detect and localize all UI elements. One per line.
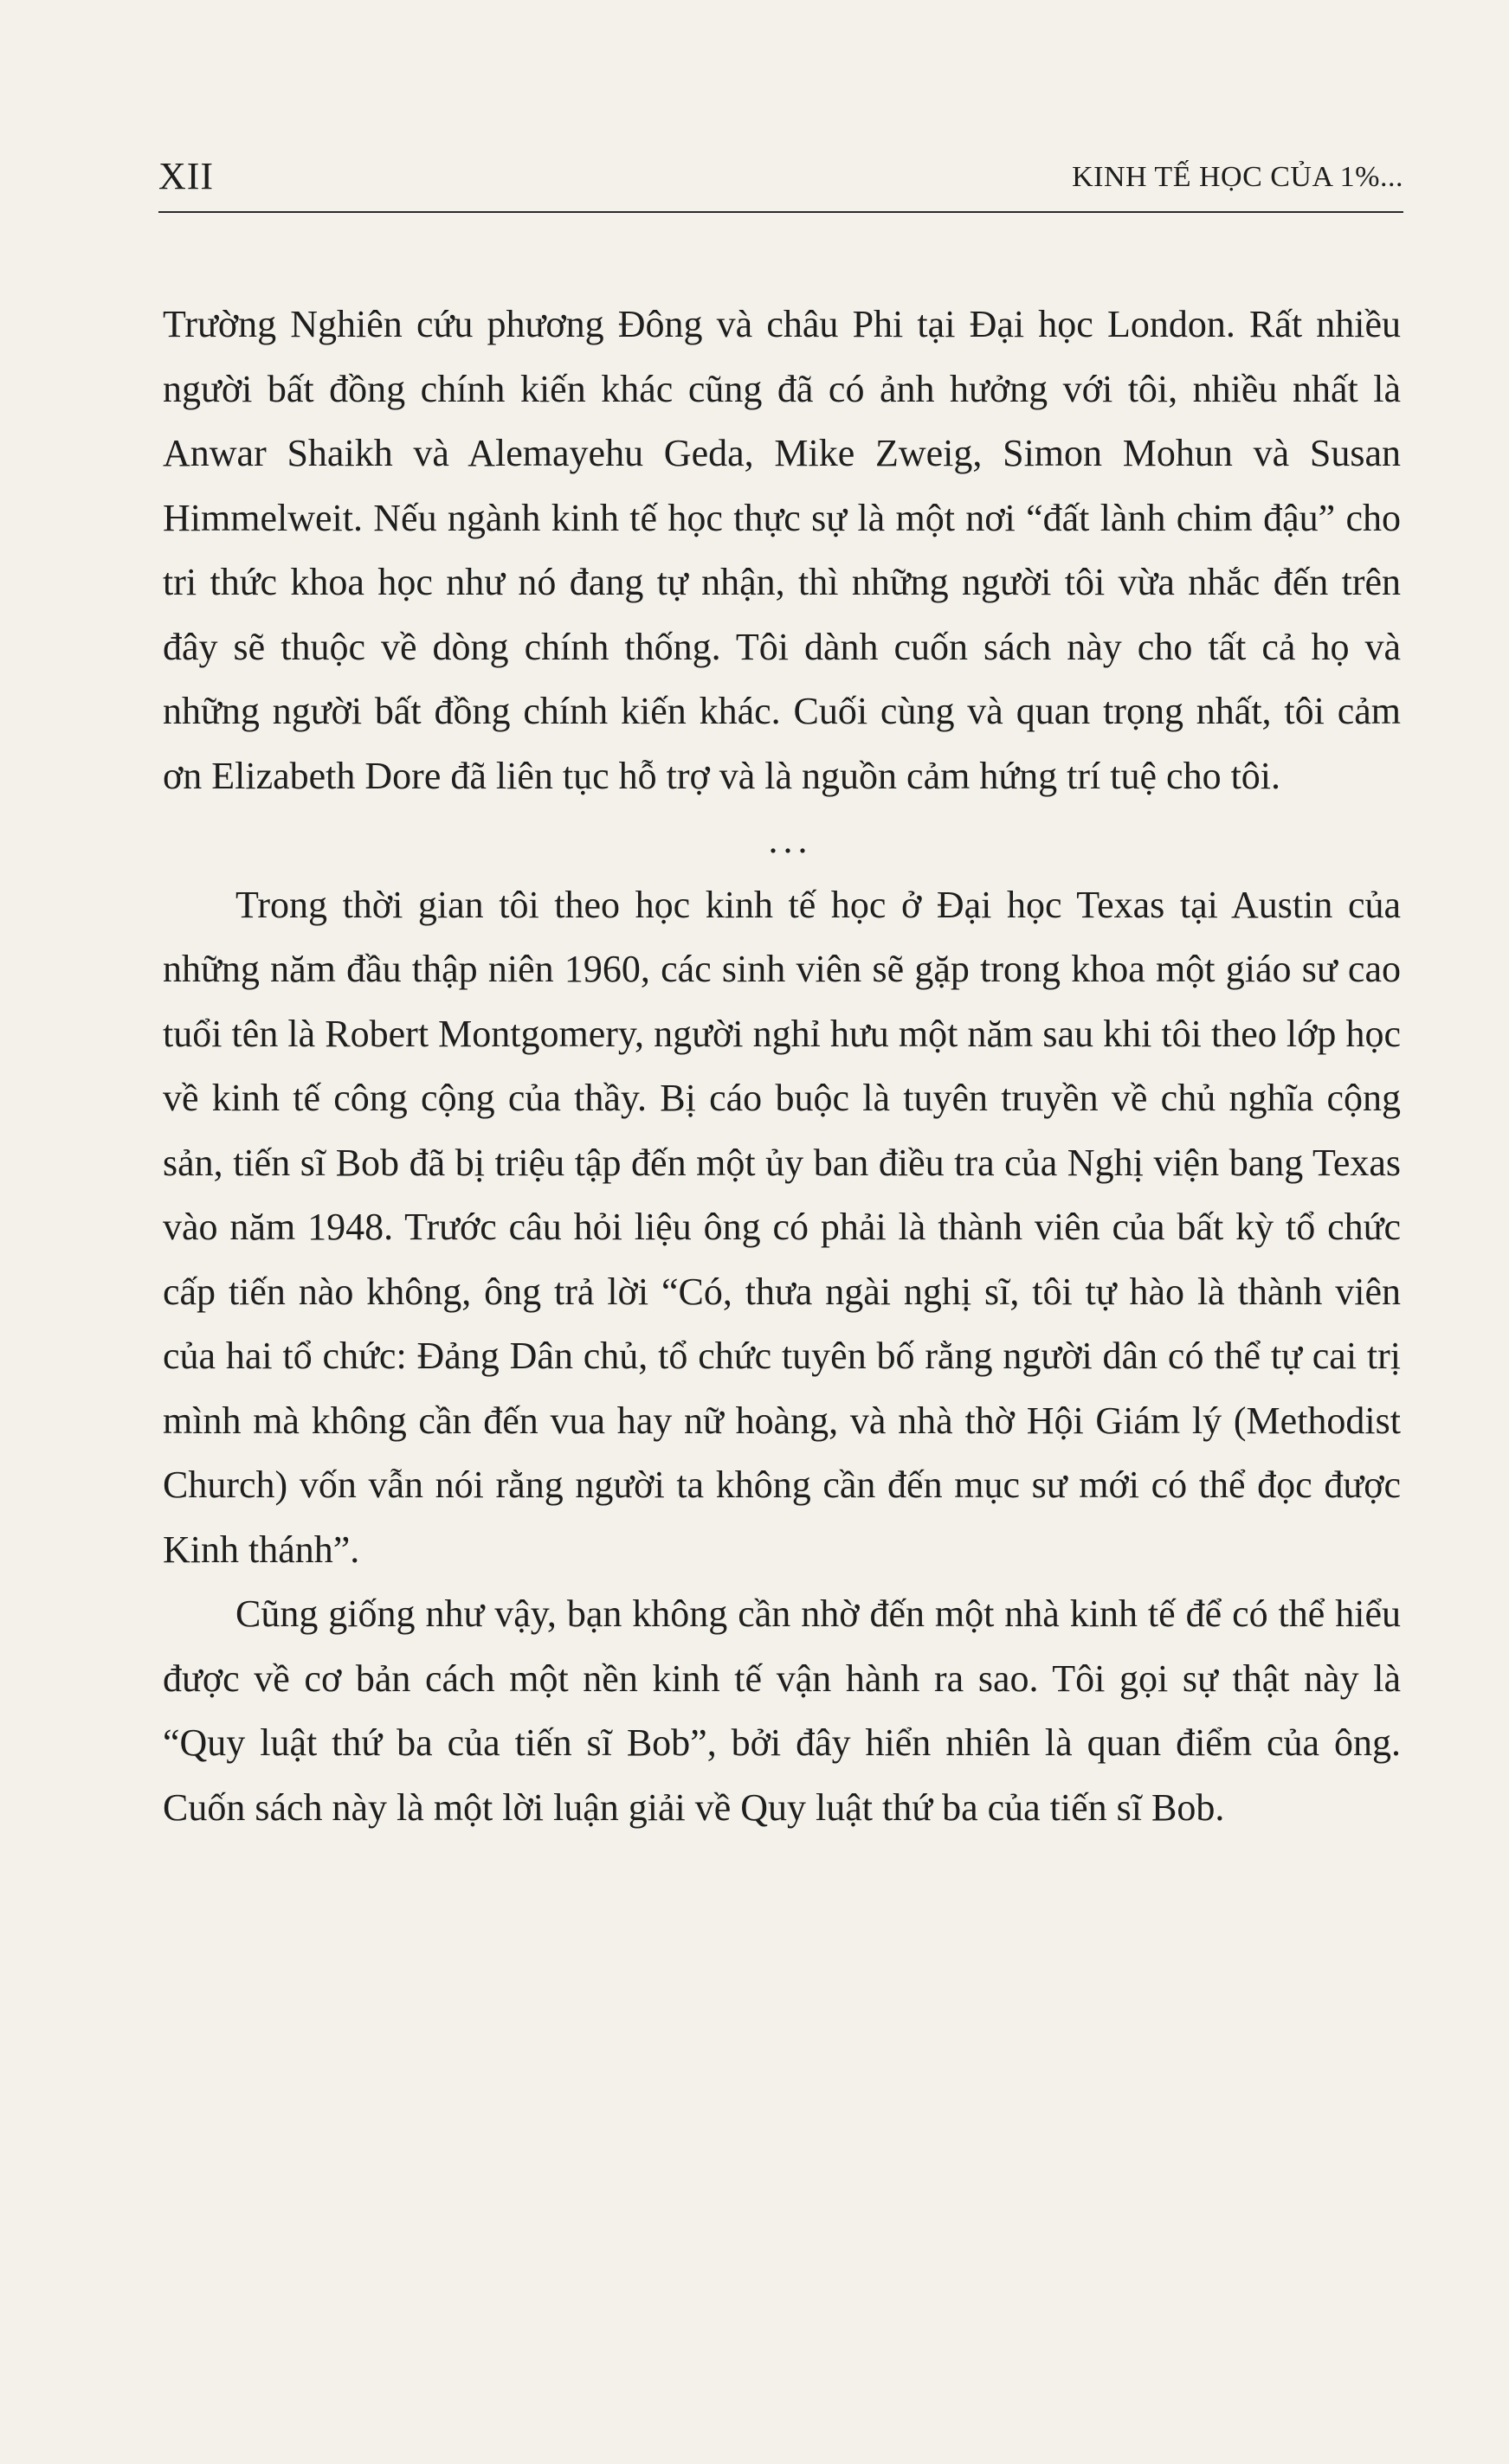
section-separator: ...: [768, 819, 813, 861]
header-rule: [158, 211, 1403, 213]
paragraph-2: Trong thời gian tôi theo học kinh tế học ở Đại học Texas tại Austin của những năm đầu thập niên 1960, các sinh viên sẽ gặp trong khoa một giáo sư cao tuổi tên là Robert Montgomery, người nghỉ hưu một năm sau khi tôi theo lớp học về kinh tế công cộng của thầy. Bị cáo buộc là tuyên truyền về chủ nghĩa cộng sản, tiến sĩ Bob đã bị triệu tập đến một ủy ban điều tra của Nghị viện bang Texas vào năm 1948. Trước câu hỏi liệu ông có phải là thành viên của bất kỳ tổ chức cấp tiến nào không, ông trả lời “Có, thưa ngài nghị sĩ, tôi tự hào là thành viên của hai tổ chức: Đảng Dân chủ, tổ chức tuyên bố rằng người dân có thể tự cai trị mình mà không cần đến vua hay nữ hoàng, và nhà thờ Hội Giám lý (Methodist Church) vốn vẫn nói rằng người ta không cần đến mục sư mới có thể đọc được Kinh thánh”.: [163, 883, 1401, 1571]
paragraph-continued: Trường Nghiên cứu phương Đông và châu Phi tại Đại học London. Rất nhiều người bất đồng chính kiến khác cũng đã có ảnh hưởng với tôi, nhiều nhất là Anwar Shaikh và Alemayehu Geda, Mike Zweig, Simon Mohun và Susan Himmelweit. Nếu ngành kinh tế học thực sự là một nơi “đất lành chim đậu” cho tri thức khoa học như nó đang tự nhận, thì những người tôi vừa nhắc đến trên đây sẽ thuộc về dòng chính thống. Tôi dành cuốn sách này cho tất cả họ và những người bất đồng chính kiến khác. Cuối cùng và quan trọng nhất, tôi cảm ơn Elizabeth Dore đã liên tục hỗ trợ và là nguồn cảm hứng trí tuệ cho tôi.: [163, 303, 1401, 797]
page-number: XII: [158, 155, 215, 197]
paragraph-3: Cũng giống như vậy, bạn không cần nhờ đến một nhà kinh tế để có thể hiểu được về cơ bản cách một nền kinh tế vận hành ra sao. Tôi gọi sự thật này là “Quy luật thứ ba của tiến sĩ Bob”, bởi đây hiển nhiên là quan điểm của ông. Cuốn sách này là một lời luận giải về Quy luật thứ ba của tiến sĩ Bob.: [163, 1592, 1401, 1829]
page-header: [158, 154, 1403, 206]
running-title: KINH TẾ HỌC CỦA 1%...: [1072, 161, 1403, 193]
body-text: [163, 293, 1401, 1840]
